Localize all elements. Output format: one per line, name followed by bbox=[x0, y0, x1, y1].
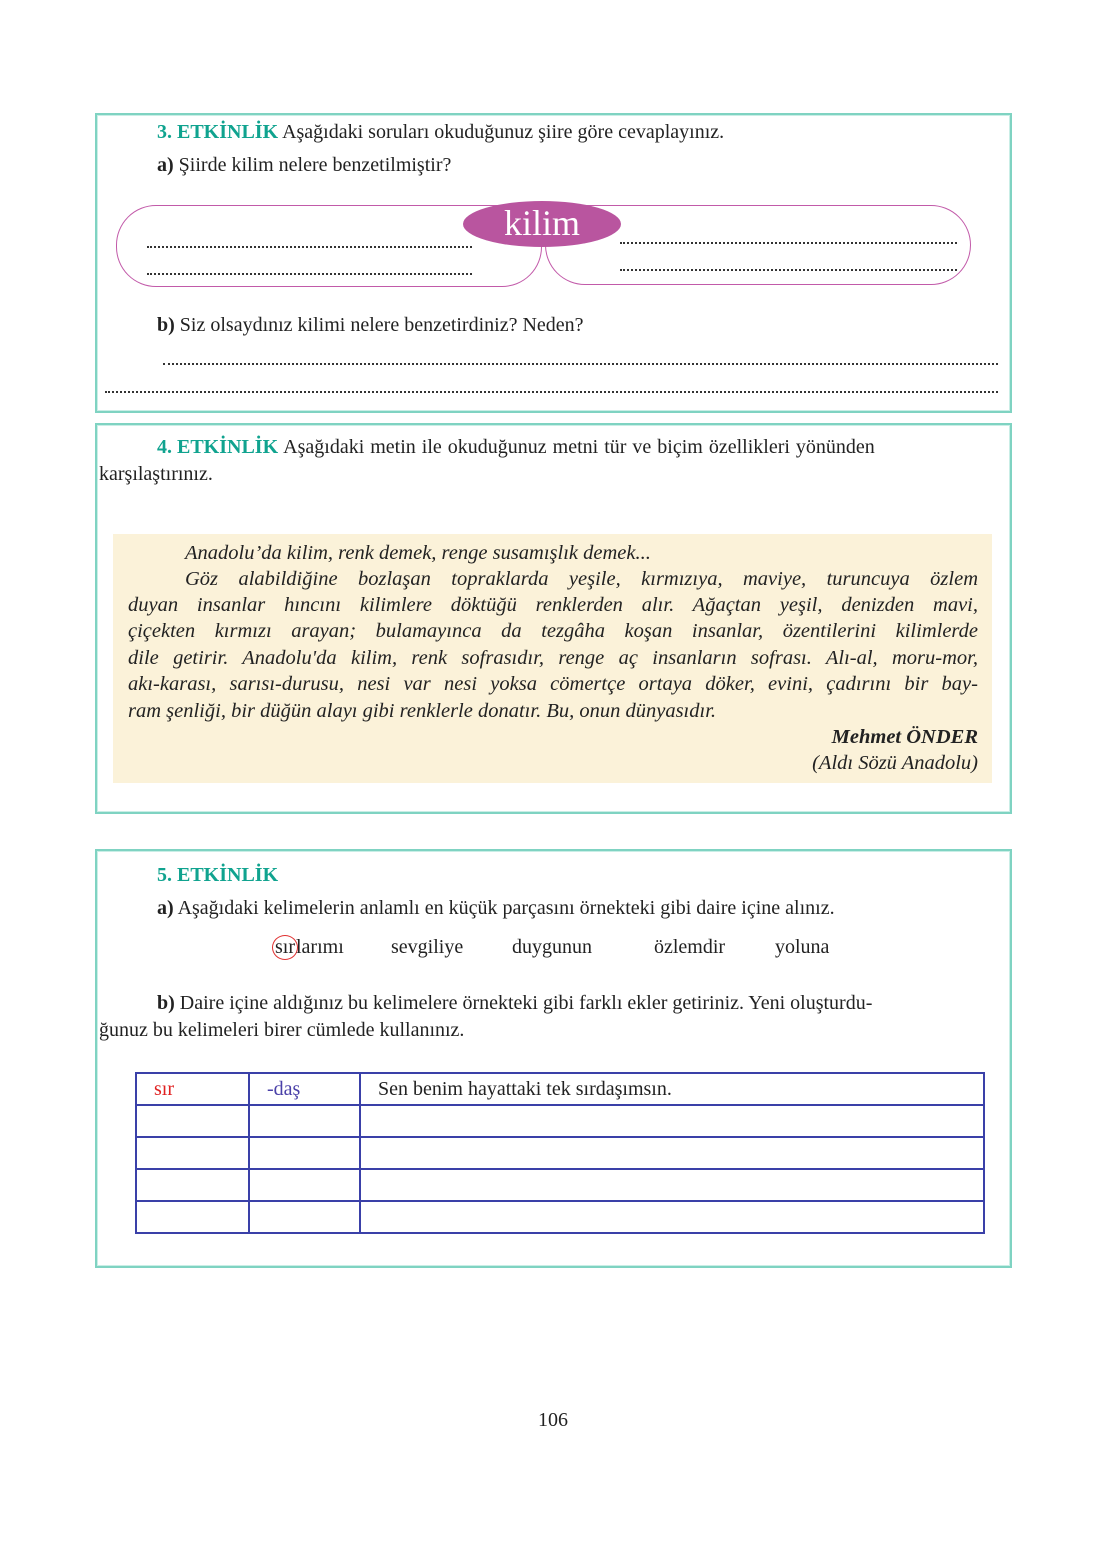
sentence-cell[interactable] bbox=[360, 1105, 984, 1137]
question-b-text: Siz olsaydınız kilimi nelere benzetirdiniz? Neden? bbox=[179, 314, 584, 336]
quote-source: (Aldı Sözü Anadolu) bbox=[812, 752, 978, 774]
activity-3-number: 3. ETKİNLİK bbox=[157, 121, 279, 143]
sentence-cell: Sen benim hayattaki tek sırdaşımsın. bbox=[360, 1073, 984, 1105]
quote-line: Göz alabildiğine bozlaşan topraklarda yeşile, kırmızıya, maviye, turuncuya özlem bbox=[185, 568, 978, 590]
suffix-cell[interactable] bbox=[249, 1169, 360, 1201]
word-item[interactable]: özlemdir bbox=[654, 936, 726, 958]
question-b-label: b) bbox=[157, 314, 175, 336]
activity-4-instruction-cont: karşılaştırınız. bbox=[99, 463, 213, 485]
quote-line: duyan insanlar hıncını kilimlere döktüğü renklerden alır. Ağaçtan yeşil, denizden mavi, bbox=[128, 594, 978, 616]
table-row bbox=[136, 1073, 984, 1105]
question-a-text: Şiirde kilim nelere benzetilmiştir? bbox=[178, 154, 452, 176]
activity-3-header bbox=[157, 121, 724, 144]
quote-line: akı-karası, sarısı-durusu, nesi var nesi yoksa cömertçe ortaya döker, evini, çadırını bir bay- bbox=[128, 673, 978, 695]
table-row bbox=[136, 1169, 984, 1201]
root-cell[interactable] bbox=[136, 1137, 249, 1169]
answer-line[interactable] bbox=[147, 273, 472, 275]
quote-author: Mehmet ÖNDER bbox=[831, 726, 978, 748]
sentence-cell[interactable] bbox=[360, 1169, 984, 1201]
example-suffix: larımı bbox=[296, 936, 344, 958]
word-item[interactable]: yoluna bbox=[775, 936, 830, 958]
answer-line[interactable] bbox=[620, 269, 957, 271]
question-b-label: b) bbox=[157, 992, 175, 1014]
activity-4-instruction: Aşağıdaki metin ile okuduğunuz metni tür ve biçim özellikleri yönünden bbox=[283, 436, 875, 458]
suffix-cell[interactable] bbox=[249, 1105, 360, 1137]
table-row bbox=[136, 1201, 984, 1233]
activity-3-instruction: Aşağıdaki soruları okuduğunuz şiire göre cevaplayınız. bbox=[282, 121, 725, 143]
answer-line[interactable] bbox=[620, 242, 957, 244]
sentence-cell[interactable] bbox=[360, 1201, 984, 1233]
question-a-label: a) bbox=[157, 897, 174, 919]
root-cell[interactable] bbox=[136, 1105, 249, 1137]
table-row bbox=[136, 1105, 984, 1137]
question-b bbox=[157, 314, 584, 337]
table-row bbox=[136, 1137, 984, 1169]
answer-line[interactable] bbox=[105, 391, 998, 393]
question-a-label: a) bbox=[157, 154, 174, 176]
root-cell[interactable] bbox=[136, 1201, 249, 1233]
activity-5-number: 5. ETKİNLİK bbox=[157, 864, 279, 886]
question-a-text: Aşağıdaki kelimelerin anlamlı en küçük parçasını örnekteki gibi daire içine alınız. bbox=[177, 897, 835, 919]
answer-line[interactable] bbox=[147, 246, 472, 248]
kilim-center-label: kilim bbox=[463, 201, 621, 247]
suffix-cell[interactable] bbox=[249, 1201, 360, 1233]
activity-5-question-b bbox=[157, 992, 872, 1015]
quote-block bbox=[113, 534, 992, 783]
suffix-cell[interactable] bbox=[249, 1137, 360, 1169]
example-word bbox=[274, 936, 344, 959]
answer-line[interactable] bbox=[163, 363, 998, 365]
activity-5-question-a bbox=[157, 897, 835, 920]
quote-line: dile getirir. Anadolu'da kilim, renk sofrasıdır, renge aç insanların sofrası. Alı-al, moru-mor, bbox=[128, 647, 978, 669]
question-b-text-cont: ğunuz bu kelimeleri birer cümlede kullanınız. bbox=[99, 1019, 465, 1041]
suffix-cell: -daş bbox=[249, 1073, 360, 1105]
activity-4-header bbox=[157, 436, 875, 459]
question-b-text: Daire içine aldığınız bu kelimelere örnekteki gibi farklı ekler getiriniz. Yeni oluşturdu- bbox=[179, 992, 873, 1014]
root-cell[interactable] bbox=[136, 1169, 249, 1201]
suffix-table bbox=[135, 1072, 985, 1234]
quote-line: çiçekten kırmızı arayan; bulamayınca da tezgâha koşan insanlar, özentilerini kilimlerde bbox=[128, 620, 978, 642]
sentence-cell[interactable] bbox=[360, 1137, 984, 1169]
root-cell: sır bbox=[136, 1073, 249, 1105]
quote-line: Anadolu’da kilim, renk demek, renge susamışlık demek... bbox=[185, 542, 651, 564]
question-a bbox=[157, 154, 451, 177]
word-item[interactable]: duygunun bbox=[512, 936, 592, 958]
activity-4-number: 4. ETKİNLİK bbox=[157, 436, 279, 458]
word-item[interactable]: sevgiliye bbox=[391, 936, 464, 958]
circled-root: sır bbox=[272, 935, 298, 960]
quote-line: ram şenliği, bir düğün alayı gibi renklerle donatır. Bu, onun dünyasıdır. bbox=[128, 700, 717, 722]
page-number: 106 bbox=[538, 1409, 568, 1431]
